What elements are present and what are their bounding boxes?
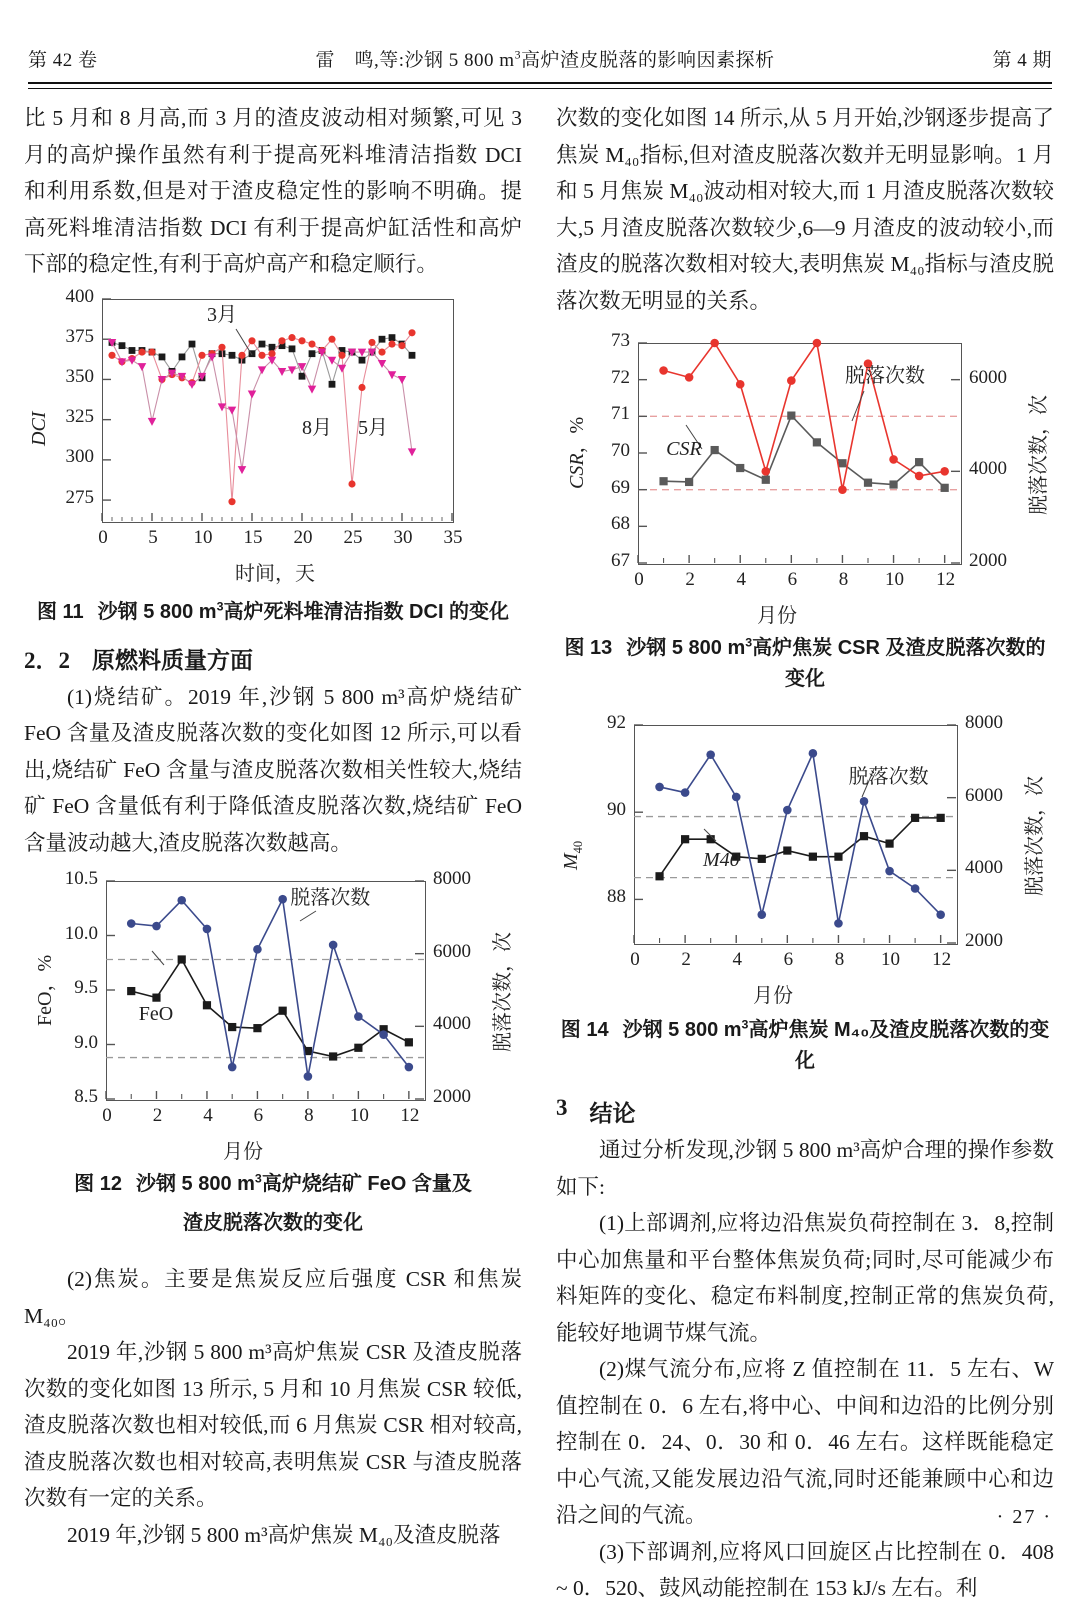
- paragraph-right-5: (3)下部调剂,应将风口回旋区占比控制在 0．408 ~ 0．520、鼓风动能控制在 153 kJ/s 左右。利: [556, 1539, 1054, 1600]
- y-tick-label: 69: [611, 476, 630, 498]
- chart-annotation: CSR: [666, 438, 702, 461]
- x-tick-label: 5: [148, 526, 158, 548]
- data-point-marker: [253, 1024, 261, 1032]
- data-point-marker: [258, 366, 267, 374]
- data-point-marker: [328, 335, 335, 342]
- data-point-marker: [253, 945, 262, 954]
- data-point-marker: [783, 846, 791, 854]
- data-point-marker: [238, 466, 247, 474]
- data-point-marker: [408, 448, 417, 456]
- data-point-marker: [359, 356, 366, 363]
- chart-annotation: 脱落次数: [290, 887, 371, 910]
- y-axis-label: $M_{40}$: [560, 840, 585, 870]
- y-tick-label: 88: [607, 886, 626, 908]
- data-point-marker: [685, 478, 693, 486]
- x-axis-label: 时间，天: [235, 562, 315, 585]
- data-point-marker: [178, 955, 186, 963]
- y2-tick-label: 6000: [433, 940, 471, 962]
- x-tick-label: 35: [443, 526, 463, 548]
- data-point-marker: [379, 1030, 388, 1039]
- data-point-marker: [298, 337, 305, 344]
- x-axis-label: 月份: [223, 1141, 263, 1163]
- data-point-marker: [940, 467, 949, 476]
- data-point-marker: [408, 329, 415, 336]
- data-point-marker: [228, 1023, 236, 1031]
- x-tick-label: 0: [102, 1105, 112, 1126]
- y-tick-label: 68: [611, 513, 630, 535]
- x-tick-label: 2: [152, 1105, 163, 1126]
- y-tick-label: 67: [611, 550, 630, 571]
- data-point-marker: [659, 477, 667, 485]
- figure-12-caption-line2: 渣皮脱落次数的变化: [183, 1212, 363, 1234]
- data-point-marker: [248, 337, 255, 344]
- x-tick-label: 10: [885, 569, 905, 590]
- paragraph-left-4: 2019 年,沙钢 5 800 m³高炉焦炭 CSR 及渣皮脱落次数的变化如图 13 所示, 5 月和 10 月焦炭 CSR 较低,渣皮脱落次数也相对较低,而 6 月焦炭 CSR 相对较高,渣皮脱落次数也相对较高,表明焦炭 CSR 与渣皮脱落次数有一定的关系。: [24, 1340, 522, 1510]
- header-rule-thick: [28, 82, 1052, 84]
- paragraph-right-2: 通过分析发现,沙钢 5 800 m³高炉合理的操作参数如下:: [556, 1138, 1054, 1199]
- data-point-marker: [108, 351, 115, 358]
- data-point-marker: [259, 340, 266, 347]
- y-tick-label: 275: [65, 486, 94, 508]
- data-point-marker: [761, 467, 770, 476]
- data-point-marker: [127, 987, 135, 995]
- data-point-marker: [159, 353, 166, 360]
- y2-tick-label: 6000: [969, 366, 1007, 388]
- data-point-marker: [398, 342, 405, 349]
- series-markers: [659, 412, 948, 492]
- data-point-marker: [706, 750, 715, 759]
- y-axis-label: CSR，%: [566, 416, 588, 489]
- data-point-marker: [138, 363, 147, 371]
- series-line: [112, 342, 412, 469]
- data-point-marker: [338, 351, 345, 358]
- x-tick-label: 6: [783, 949, 794, 970]
- x-tick-label: 8: [834, 949, 845, 970]
- data-point-marker: [179, 353, 186, 360]
- data-point-marker: [710, 339, 719, 348]
- y-tick-label: 70: [611, 440, 630, 461]
- figure-14-chart: [556, 712, 1054, 1007]
- running-header: [28, 38, 1052, 78]
- x-tick-label: 20: [293, 526, 313, 548]
- x-tick-label: 8: [304, 1105, 314, 1126]
- y-tick-label: 400: [65, 285, 94, 307]
- data-point-marker: [911, 814, 919, 822]
- data-point-marker: [308, 340, 315, 347]
- data-point-marker: [378, 348, 385, 355]
- y-tick-label: 300: [65, 446, 94, 468]
- x-tick-label: 10: [193, 526, 213, 548]
- x-tick-label: 6: [787, 569, 798, 590]
- data-point-marker: [258, 351, 265, 358]
- data-point-marker: [228, 1063, 237, 1072]
- series-line: [664, 416, 945, 488]
- data-point-marker: [308, 385, 317, 393]
- data-point-marker: [152, 922, 161, 931]
- data-point-marker: [889, 480, 897, 488]
- y-tick-label: 10.5: [64, 868, 98, 889]
- data-point-marker: [885, 839, 893, 847]
- figure-13-caption: 图 13 沙钢 5 800 $m^3$高炉焦炭 CSR 及渣皮脱落次数的变化: [564, 635, 1046, 690]
- data-point-marker: [860, 832, 868, 840]
- x-tick-label: 12: [400, 1105, 420, 1126]
- figure-13-chart: [556, 329, 1054, 625]
- data-point-marker: [203, 925, 212, 934]
- series-line: [131, 899, 409, 1076]
- paragraph-left-2: (1)烧结矿。2019 年,沙钢 5 800 m³高炉烧结矿 FeO 含量及渣皮脱落次数的变化如图 12 所示,可以看出,烧结矿 FeO 含量与渣皮脱落次数相关性较大,烧结矿 FeO 含量低有利于降低渣皮脱落次数,烧结矿 FeO 含量波动越大,渣皮脱落次数越高。: [24, 684, 522, 855]
- data-point-marker: [389, 334, 396, 341]
- y-tick-label: 90: [607, 799, 626, 821]
- data-point-marker: [889, 455, 898, 464]
- data-point-marker: [758, 855, 766, 863]
- y-tick-label: 9.5: [74, 977, 98, 998]
- data-point-marker: [238, 351, 245, 358]
- data-point-marker: [329, 941, 338, 950]
- chart-annotation: 8月: [302, 416, 332, 439]
- data-point-marker: [379, 335, 386, 342]
- data-point-marker: [289, 345, 296, 352]
- data-point-marker: [152, 994, 160, 1002]
- x-tick-label: 0: [630, 949, 640, 970]
- data-point-marker: [189, 340, 196, 347]
- chart-annotation: FeO: [138, 1003, 174, 1026]
- data-point-marker: [813, 438, 821, 446]
- y2-tick-label: 2000: [965, 930, 1003, 951]
- x-tick-label: 4: [732, 949, 742, 970]
- data-point-marker: [299, 372, 306, 379]
- data-point-marker: [328, 356, 337, 364]
- y-tick-label: 350: [65, 365, 94, 387]
- y2-tick-label: 8000: [433, 868, 471, 889]
- y-tick-label: 72: [611, 366, 630, 388]
- data-point-marker: [860, 797, 869, 806]
- data-point-marker: [358, 383, 365, 390]
- data-point-marker: [787, 376, 796, 385]
- y-tick-label: 73: [611, 330, 630, 351]
- data-point-marker: [304, 1072, 313, 1081]
- y-tick-label: 9.0: [74, 1031, 98, 1053]
- y-axis-label: FeO，%: [34, 954, 56, 1026]
- data-point-marker: [348, 480, 355, 487]
- data-point-marker: [915, 458, 923, 466]
- x-tick-label: 25: [343, 526, 363, 548]
- data-point-marker: [655, 872, 663, 880]
- y-tick-label: 8.5: [74, 1086, 98, 1107]
- x-tick-label: 0: [634, 569, 644, 590]
- data-point-marker: [148, 348, 155, 355]
- annotation-leader-line: [152, 951, 164, 965]
- data-point-marker: [248, 390, 257, 398]
- figure-12-caption: 图 12 沙钢 5 800 $m^3$高炉烧结矿 FeO 含量及: [74, 1171, 472, 1195]
- data-point-marker: [127, 919, 136, 928]
- x-axis-label: 月份: [757, 605, 797, 627]
- data-point-marker: [398, 376, 407, 384]
- paragraph-right-3: (1)上部调剂,应将边沿焦炭负荷控制在 3．8,控制中心加焦量和平台整体焦炭负荷;同时,尽可能减少布料矩阵的变化、稳定布料制度,控制正常的焦炭负荷,能较好地调节煤气流。: [556, 1211, 1054, 1345]
- data-point-marker: [138, 348, 145, 355]
- data-point-marker: [813, 339, 822, 348]
- chart-annotation: M40: [703, 849, 740, 872]
- x-tick-label: 30: [393, 526, 413, 548]
- data-point-marker: [388, 371, 397, 379]
- data-point-marker: [329, 1052, 337, 1060]
- data-point-marker: [409, 351, 416, 358]
- data-point-marker: [279, 1007, 287, 1015]
- paragraph-right-1: 次数的变化如图 14 所示,从 5 月开始,沙钢逐步提高了焦炭 M₄₀指标,但对渣皮脱落次数并无明显影响。1 月和 5 月焦炭 M₄₀波动相对较大,而 1 月渣皮脱落次数较大,5 月渣皮脱落次数较少,6—9 月渣皮的波动较小,而渣皮的脱落次数相对较大,表明焦炭 M₄₀指标与渣皮脱落次数无明显的关系。: [556, 106, 1054, 313]
- paragraph-left-3: (2)焦炭。主要是焦炭反应后强度 CSR 和焦炭 M₄₀。: [24, 1267, 522, 1328]
- data-point-marker: [834, 919, 843, 928]
- y2-tick-label: 4000: [969, 458, 1007, 480]
- y-tick-label: 92: [607, 712, 626, 733]
- data-point-marker: [354, 1012, 363, 1021]
- x-tick-label: 4: [736, 569, 746, 590]
- y2-tick-label: 2000: [433, 1086, 471, 1107]
- data-point-marker: [148, 417, 157, 425]
- data-point-marker: [736, 380, 745, 389]
- figure-14-caption: 图 14 沙钢 5 800 $m^3$高炉焦炭 M₄₀及渣皮脱落次数的变化: [560, 1017, 1050, 1072]
- data-point-marker: [278, 895, 287, 904]
- data-point-marker: [129, 347, 136, 354]
- y-tick-label: 71: [611, 403, 630, 425]
- data-point-marker: [388, 340, 395, 347]
- data-point-marker: [177, 896, 186, 905]
- chart-annotation: 脱落次数: [848, 765, 929, 788]
- figure-12-chart: [24, 868, 522, 1163]
- data-point-marker: [269, 343, 276, 350]
- header-rule-thin: [28, 88, 1052, 89]
- x-tick-label: 10: [349, 1105, 369, 1126]
- data-point-marker: [783, 806, 792, 815]
- data-point-marker: [218, 343, 225, 350]
- x-tick-label: 12: [936, 569, 956, 590]
- x-tick-label: 15: [243, 526, 263, 548]
- figure-11-caption: 图 11 沙钢 5 800 $m^3$高炉死料堆清洁指数 DCI 的变化: [36, 598, 510, 623]
- data-point-marker: [711, 446, 719, 454]
- data-point-marker: [681, 788, 690, 797]
- x-tick-label: 6: [253, 1105, 264, 1126]
- data-point-marker: [368, 338, 375, 345]
- data-point-marker: [655, 783, 664, 792]
- y2-tick-label: 4000: [965, 857, 1003, 879]
- data-point-marker: [198, 351, 205, 358]
- data-point-marker: [309, 350, 316, 357]
- y-tick-label: 10.0: [64, 922, 98, 944]
- annotation-leader-line: [300, 911, 316, 921]
- data-point-marker: [757, 910, 766, 919]
- data-point-marker: [278, 337, 285, 344]
- y-tick-label: 325: [65, 406, 94, 428]
- data-point-marker: [188, 380, 197, 388]
- data-point-marker: [864, 479, 872, 487]
- data-point-marker: [915, 472, 924, 481]
- y-axis-label: DCI: [28, 411, 50, 446]
- data-point-marker: [278, 367, 287, 375]
- data-point-marker: [732, 793, 741, 802]
- data-point-marker: [288, 334, 295, 341]
- y-tick-label: 375: [65, 325, 94, 347]
- y2-tick-label: 8000: [965, 712, 1003, 733]
- section-heading-2-2: 2．2 原燃料质量方面: [24, 646, 253, 673]
- data-point-marker: [681, 835, 689, 843]
- data-point-marker: [354, 1044, 362, 1052]
- data-point-marker: [762, 476, 770, 484]
- paragraph-left-1: 比 5 月和 8 月高,而 3 月的渣皮波动相对频繁,可见 3 月的高炉操作虽然有利于提高死料堆清洁指数 DCI 和利用系数,但是对于渣皮稳定性的影响不明确。提高死料堆清洁指数 DCI 有利于提高炉缸活性和高炉下部的稳定性,有利于高炉高产和稳定顺行。: [24, 106, 522, 276]
- x-tick-label: 2: [681, 949, 691, 970]
- data-point-marker: [736, 464, 744, 472]
- chart-annotation: 脱落次数: [845, 365, 925, 388]
- data-point-marker: [119, 342, 126, 349]
- data-point-marker: [834, 853, 842, 861]
- x-tick-label: 8: [838, 569, 849, 590]
- x-tick-label: 0: [98, 526, 108, 548]
- paragraph-left-5: 2019 年,沙钢 5 800 m³高炉焦炭 M₄₀及渣皮脱落: [67, 1522, 501, 1547]
- data-point-marker: [358, 348, 367, 356]
- chart-annotation: 5月: [358, 416, 388, 439]
- right-column: [556, 100, 1054, 1607]
- data-point-marker: [838, 459, 846, 467]
- data-point-marker: [787, 412, 795, 420]
- data-point-marker: [329, 380, 336, 387]
- x-tick-label: 4: [203, 1105, 213, 1126]
- x-tick-label: 10: [881, 949, 901, 970]
- y2-tick-label: 2000: [969, 550, 1007, 571]
- y2-axis-label: 脱落次数，次: [1024, 776, 1046, 896]
- series-line: [660, 818, 941, 876]
- y2-tick-label: 6000: [965, 784, 1003, 806]
- page-number: · 27 ·: [996, 1506, 1052, 1528]
- data-point-marker: [405, 1038, 413, 1046]
- data-point-marker: [228, 498, 235, 505]
- figure-11-chart: [24, 285, 522, 589]
- article-title: 雷 鸣,等:沙钢 5 800 $m^3$高炉渣皮脱落的影响因素探析: [315, 48, 775, 71]
- data-point-marker: [685, 373, 694, 382]
- data-point-marker: [659, 366, 668, 375]
- x-tick-label: 12: [932, 949, 952, 970]
- data-point-marker: [405, 1063, 414, 1072]
- data-point-marker: [941, 484, 949, 492]
- section-heading-3: 3 结论: [556, 1095, 636, 1126]
- y2-axis-label: 脱落次数，次: [492, 932, 514, 1052]
- data-point-marker: [809, 853, 817, 861]
- data-point-marker: [809, 749, 818, 758]
- data-point-marker: [228, 406, 237, 414]
- data-point-marker: [203, 1001, 211, 1009]
- data-point-marker: [936, 910, 945, 919]
- data-point-marker: [229, 351, 236, 358]
- data-point-marker: [885, 867, 894, 876]
- x-tick-label: 2: [685, 569, 695, 590]
- data-point-marker: [268, 350, 275, 357]
- paragraph-right-4: (2)煤气流分布,应将 Z 值控制在 11．5 左右、W 值控制在 0．6 左右,将中心、中间和边沿的比例分别控制在 0．24、0．30 和 0．46 左右。这样既能稳定中心气流,又能发展边沿气流,同时还能兼顾中心和边沿之间的气流。: [556, 1357, 1054, 1527]
- data-point-marker: [911, 884, 920, 893]
- series-markers: [108, 339, 417, 474]
- y2-tick-label: 4000: [433, 1013, 471, 1035]
- data-point-marker: [937, 814, 945, 822]
- data-point-marker: [838, 485, 847, 494]
- issue-label: 第 4 期: [992, 49, 1052, 71]
- series-markers: [655, 814, 944, 881]
- x-axis-label: 月份: [753, 985, 793, 1007]
- data-point-marker: [338, 364, 347, 372]
- y2-axis-label: 脱落次数，次: [1028, 395, 1050, 515]
- volume-label: 第 42 卷: [28, 49, 98, 71]
- left-column: [24, 100, 522, 1553]
- chart-annotation: 3月: [207, 304, 237, 327]
